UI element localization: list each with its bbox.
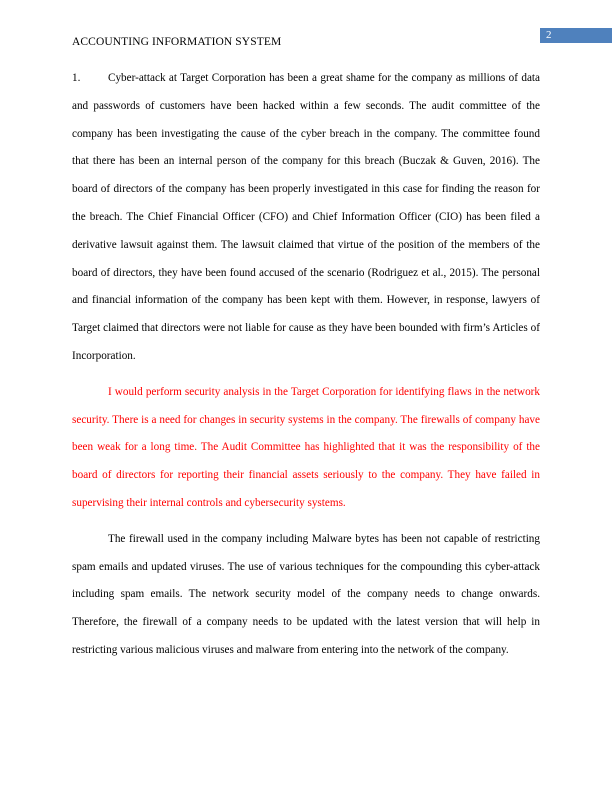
document-body: [72, 65, 540, 673]
paragraph-1: [72, 65, 540, 371]
paragraph-number: 1.: [72, 72, 81, 84]
paragraph-3: The firewall used in the company including Malware bytes has been not capable of restricting spam emails and updated viruses. The use of various techniques for the compounding this cyber-attack including spam emails. The network security model of the company needs to change onwards. Therefore, the firewall of a company needs to be updated with the latest version that will help in restricting various malicious viruses and malware from entering into the network of the company.: [72, 532, 540, 656]
running-header-title: ACCOUNTING INFORMATION SYSTEM: [72, 36, 282, 48]
paragraph-text: Cyber-attack at Target Corporation has been a great shame for the company as millions of data and passwords of customers have been hacked within a few seconds. The audit committee of the company has been investigating the cause of the cyber breach in the company. The committee found that there has been an internal person of the company for this breach (Buczak & Guven, 2016). The board of directors of the company has been properly investigated in this case for finding the reason for the breach. The Chief Financial Officer (CFO) and Chief Information Officer (CIO) has been filed a derivative lawsuit against them. The lawsuit claimed that virtue of the position of the members of the board of directors, they have been found accused of the scenario (Rodriguez et al., 2015). The personal and financial information of the company has been kept with them. However, in response, lawyers of Target claimed that directors were not liable for cause as they have been bounded with firm’s Articles of Incorporation.: [72, 72, 540, 362]
paragraph-2-highlighted: I would perform security analysis in the Target Corporation for identifying flaws in the network security. There is a need for changes in security systems in the company. The firewalls of company have been weak for a long time. The Audit Committee has highlighted that it was the responsibility of the board of directors for reporting their financial assets seriously to the company. They have failed in supervising their internal controls and cybersecurity systems.: [72, 385, 540, 509]
page-number-badge: 2: [540, 28, 612, 43]
